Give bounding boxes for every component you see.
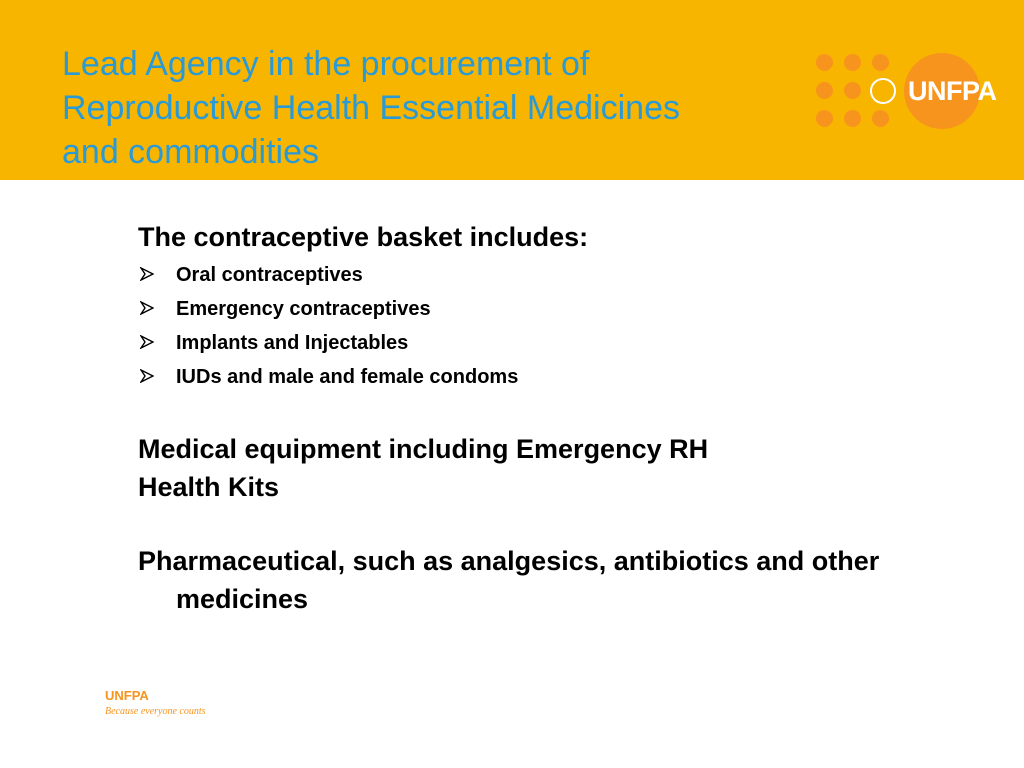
footer-org-name: UNFPA <box>105 688 149 703</box>
arrow-bullet-icon <box>140 369 154 383</box>
logo-dot <box>816 54 833 71</box>
title-line-2: Reproductive Health Essential Medicines <box>62 89 680 127</box>
list-item-label: Oral contraceptives <box>176 264 363 286</box>
unfpa-logo <box>812 48 997 132</box>
un-emblem-icon <box>870 78 896 104</box>
title-line-3: and commodities <box>62 133 320 171</box>
logo-dot <box>872 54 889 71</box>
slide-title <box>62 42 802 174</box>
logo-dot <box>816 82 833 99</box>
contraceptive-list <box>138 258 958 394</box>
list-item <box>138 326 958 360</box>
pharmaceutical-paragraph: Pharmaceutical, such as analgesics, antibiotics and other medicines <box>138 546 880 614</box>
slide-body <box>138 218 958 618</box>
footer-tagline: Because everyone counts <box>105 706 206 717</box>
list-item <box>138 292 958 326</box>
logo-dot <box>844 110 861 127</box>
basket-heading: The contraceptive basket includes: <box>138 222 589 252</box>
title-line-1: Lead Agency in the procurement of <box>62 45 590 83</box>
arrow-bullet-icon <box>140 335 154 349</box>
arrow-bullet-icon <box>140 301 154 315</box>
slide-header <box>0 0 1024 180</box>
logo-dot <box>844 54 861 71</box>
list-item-label: IUDs and male and female condoms <box>176 366 519 388</box>
logo-wordmark: UNFPA <box>908 76 997 106</box>
arrow-bullet-icon <box>140 267 154 281</box>
logo-dot <box>872 110 889 127</box>
equipment-paragraph: Medical equipment including Emergency RH <box>138 434 709 464</box>
list-item-label: Implants and Injectables <box>176 332 409 354</box>
list-item <box>138 360 958 394</box>
logo-dot <box>816 110 833 127</box>
health-kits-paragraph: Health Kits <box>138 472 280 502</box>
logo-dot <box>844 82 861 99</box>
list-item <box>138 258 958 292</box>
list-item-label: Emergency contraceptives <box>176 298 431 320</box>
